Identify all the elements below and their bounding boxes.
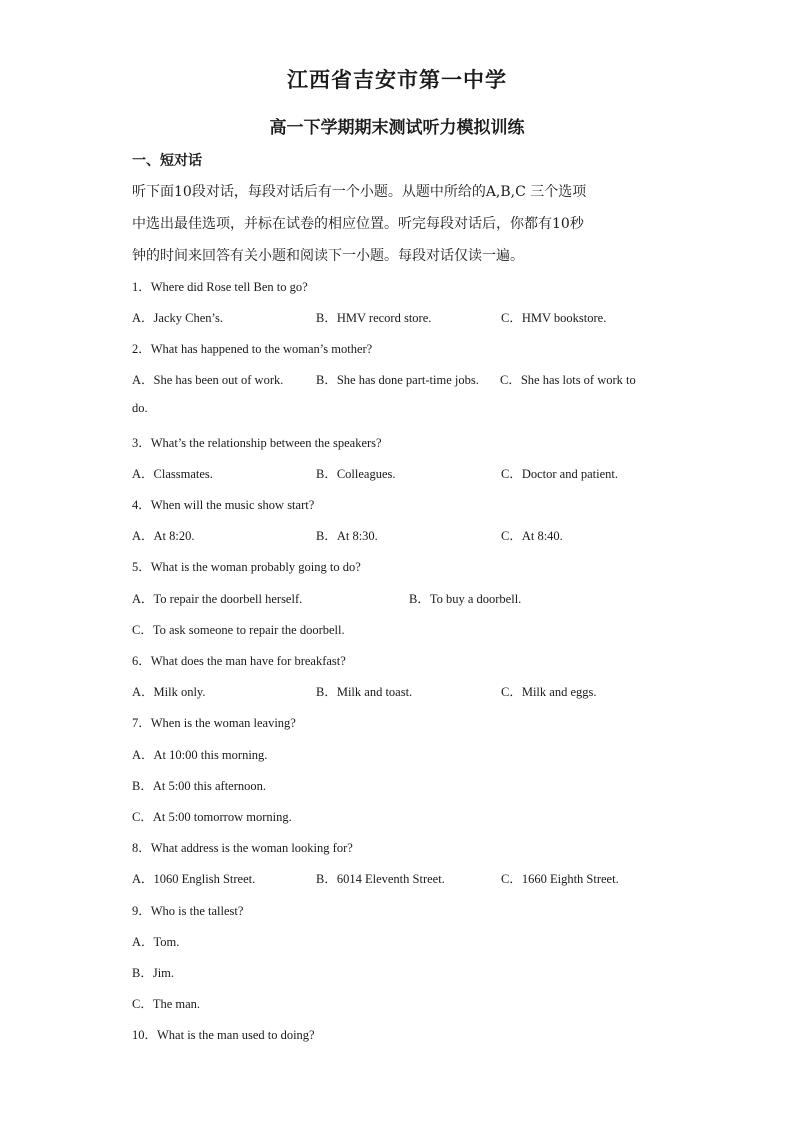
question-4-option-b: B．At 8:30. — [316, 529, 378, 543]
question-3-option-c: C．Doctor and patient. — [501, 467, 618, 481]
question-2-option-a: A．She has been out of work. — [132, 373, 284, 387]
question-7-option-c: C．At 5:00 tomorrow morning. — [132, 810, 292, 824]
question-9: 9．Who is the tallest? — [132, 904, 244, 918]
question-4: 4．When will the music show start? — [132, 498, 315, 512]
question-2-option-c: C．She has lots of work to — [500, 373, 636, 387]
section-heading: 一、短对话 — [132, 153, 202, 169]
question-4-option-a: A．At 8:20. — [132, 529, 195, 543]
question-5: 5．What is the woman probably going to do? — [132, 560, 361, 574]
instruction-line: 听下面10段对话，每段对话后有一个小题。从题中所给的A,B,C 三个选项 — [132, 184, 587, 200]
question-6: 6．What does the man have for breakfast? — [132, 654, 346, 668]
question-5-option-c: C．To ask someone to repair the doorbell. — [132, 623, 345, 637]
question-8-option-c: C．1660 Eighth Street. — [501, 872, 619, 886]
question-7-option-b: B．At 5:00 this afternoon. — [132, 779, 267, 793]
question-8-option-a: A．1060 English Street. — [132, 872, 256, 886]
exam-subtitle: 高一下学期期末测试听力模拟训练 — [269, 118, 525, 138]
question-6-option-c: C．Milk and eggs. — [501, 685, 597, 699]
question-7-option-a: A．At 10:00 this morning. — [132, 748, 268, 762]
question-3-option-a: A．Classmates. — [132, 467, 213, 481]
section-instructions — [132, 176, 662, 272]
question-6-option-a: A．Milk only. — [132, 685, 206, 699]
question-9-option-a: A．Tom. — [132, 935, 180, 949]
instruction-line: 中选出最佳选项，并标在试卷的相应位置。听完每段对话后，你都有10秒 — [132, 216, 584, 232]
question-8-option-b: B．6014 Eleventh Street. — [316, 872, 445, 886]
question-1-option-c: C．HMV bookstore. — [501, 311, 607, 325]
question-1-option-a: A．Jacky Chen’s. — [132, 311, 223, 325]
question-3: 3．What’s the relationship between the speakers? — [132, 436, 382, 450]
question-2-option-b: B．She has done part-time jobs. — [316, 373, 479, 387]
school-title: 江西省吉安市第一中学 — [287, 67, 507, 92]
question-8: 8．What address is the woman looking for? — [132, 841, 353, 855]
question-10: 10．What is the man used to doing? — [132, 1028, 315, 1042]
question-6-option-b: B．Milk and toast. — [316, 685, 413, 699]
question-2-option-c-continued: do. — [132, 401, 148, 415]
question-2: 2．What has happened to the woman’s mother? — [132, 342, 373, 356]
question-9-option-b: B．Jim. — [132, 966, 175, 980]
question-1: 1．Where did Rose tell Ben to go? — [132, 280, 308, 294]
question-5-option-a: A．To repair the doorbell herself. — [132, 592, 303, 606]
question-3-option-b: B．Colleagues. — [316, 467, 396, 481]
question-9-option-c: C．The man. — [132, 997, 201, 1011]
question-5-option-b: B．To buy a doorbell. — [409, 592, 522, 606]
instruction-line: 钟的时间来回答有关小题和阅读下一小题。每段对话仅读一遍。 — [132, 248, 524, 264]
question-1-option-b: B．HMV record store. — [316, 311, 432, 325]
question-4-option-c: C．At 8:40. — [501, 529, 563, 543]
question-7: 7．When is the woman leaving? — [132, 716, 296, 730]
